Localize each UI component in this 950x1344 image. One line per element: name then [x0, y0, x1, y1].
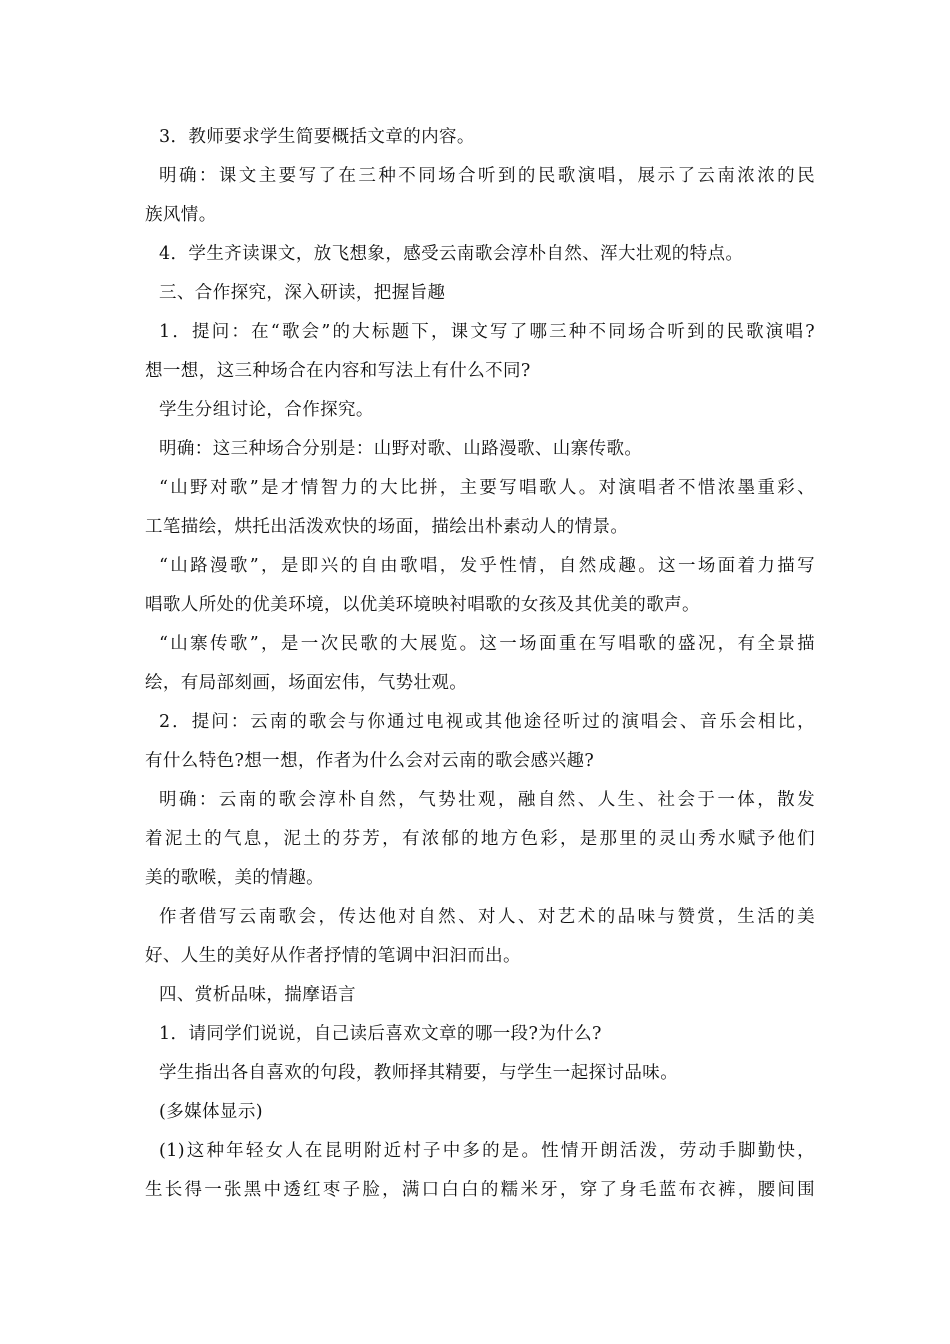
paragraph-line: “山路漫歌”，是即兴的自由歌唱，发乎性情，自然成趣。这一场面着力描写	[159, 556, 815, 576]
paragraph-line: 2．提问：云南的歌会与你通过电视或其他途径听过的演唱会、音乐会相比，	[159, 712, 815, 732]
paragraph-line: (多媒体显示)	[159, 1102, 263, 1122]
section-heading: 四、赏析品味，揣摩语言	[159, 985, 356, 1005]
paragraph-line: 学生分组讨论，合作探究。	[159, 400, 374, 420]
paragraph-line: 着泥土的气息，泥土的芬芳，有浓郁的地方色彩，是那里的灵山秀水赋予他们	[145, 829, 815, 849]
paragraph-line: 作者借写云南歌会，传达他对自然、对人、对艺术的品味与赞赏，生活的美	[159, 907, 815, 927]
paragraph-line: 绘，有局部刻画，场面宏伟，气势壮观。	[145, 673, 468, 693]
paragraph-line: 工笔描绘，烘托出活泼欢快的场面，描绘出朴素动人的情景。	[145, 517, 629, 537]
section-heading: 三、合作探究，深入研读，把握旨趣	[159, 283, 446, 303]
paragraph-line: (1)这种年轻女人在昆明附近村子中多的是。性情开朗活泼，劳动手脚勤快，	[159, 1141, 815, 1161]
paragraph-line: 想一想，这三种场合在内容和写法上有什么不同?	[145, 361, 531, 381]
paragraph-line: “山寨传歌”，是一次民歌的大展览。这一场面重在写唱歌的盛况，有全景描	[159, 634, 815, 654]
document-body	[145, 118, 815, 1210]
paragraph-line: 明确：这三种场合分别是：山野对歌、山路漫歌、山寨传歌。	[159, 439, 643, 459]
paragraph-line: 4．学生齐读课文，放飞想象，感受云南歌会淳朴自然、浑大壮观的特点。	[159, 244, 744, 264]
paragraph-line: 明确：云南的歌会淳朴自然，气势壮观，融自然、人生、社会于一体，散发	[159, 790, 815, 810]
paragraph-line: 美的歌喉，美的情趣。	[145, 868, 324, 888]
paragraph-line: 1．提问：在“歌会”的大标题下，课文写了哪三种不同场合听到的民歌演唱?	[159, 322, 815, 342]
paragraph-line: 学生指出各自喜欢的句段，教师择其精要，与学生一起探讨品味。	[159, 1063, 679, 1083]
paragraph-line: 生长得一张黑中透红枣子脸，满口白白的糯米牙，穿了身毛蓝布衣裤，腰间围	[145, 1180, 815, 1200]
paragraph-line: 3．教师要求学生简要概括文章的内容。	[159, 127, 475, 147]
paragraph-line: 有什么特色?想一想，作者为什么会对云南的歌会感兴趣?	[145, 751, 595, 771]
paragraph-line: 族风情。	[145, 205, 217, 225]
paragraph-line: “山野对歌”是才情智力的大比拼，主要写唱歌人。对演唱者不惜浓墨重彩、	[159, 478, 815, 498]
paragraph-line: 1．请同学们说说，自己读后喜欢文章的哪一段?为什么?	[159, 1024, 602, 1044]
paragraph-line: 好、人生的美好从作者抒情的笔调中汩汩而出。	[145, 946, 521, 966]
paragraph-line: 唱歌人所处的优美环境，以优美环境映衬唱歌的女孩及其优美的歌声。	[145, 595, 700, 615]
paragraph-line: 明确：课文主要写了在三种不同场合听到的民歌演唱，展示了云南浓浓的民	[159, 166, 815, 186]
